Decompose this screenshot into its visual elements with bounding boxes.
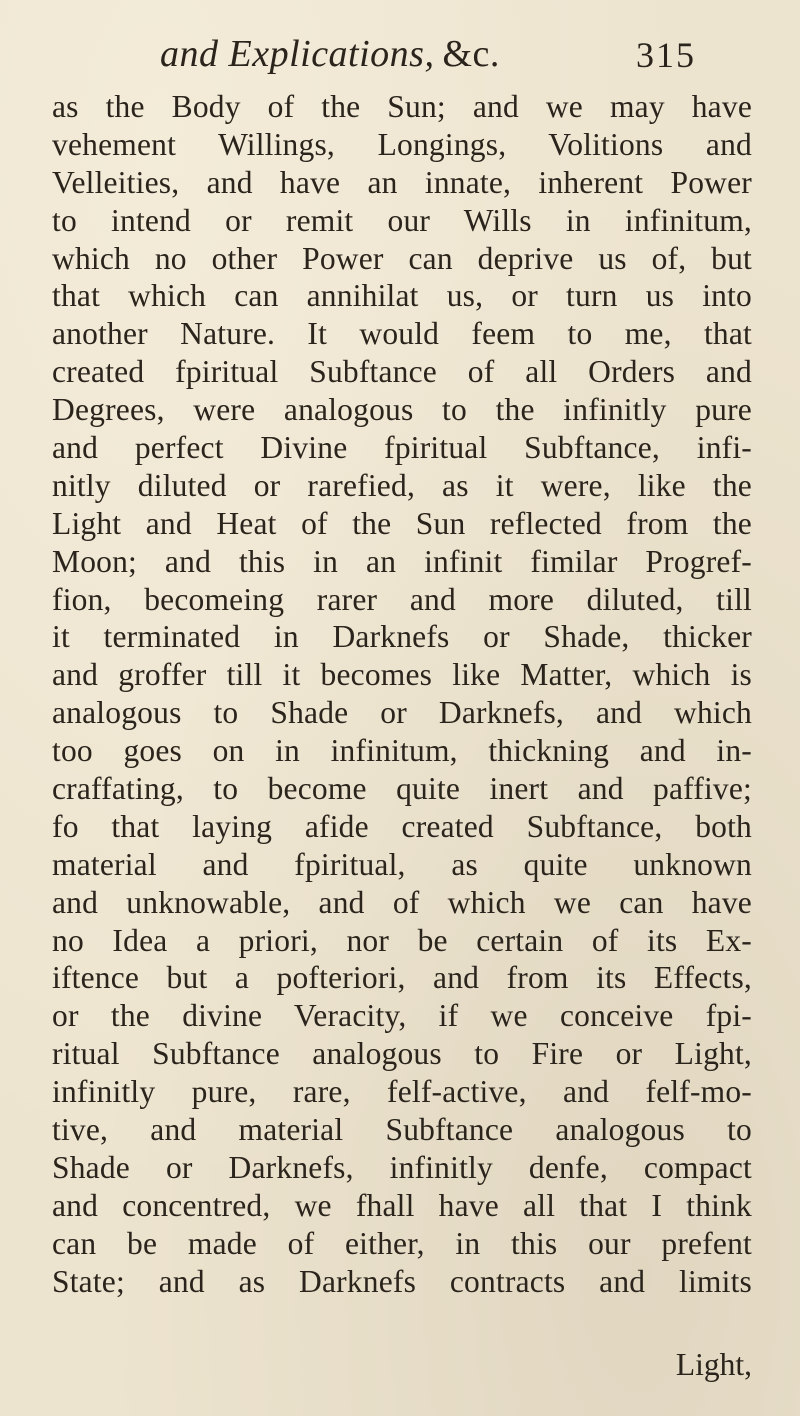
- text-line: as the Body of the Sun; and we may have: [52, 89, 752, 124]
- body-text: [52, 88, 752, 1301]
- text-line: Velleities, and have an innate, inherent Power: [52, 164, 752, 200]
- text-line: material and fpiritual, as quite unknown: [52, 846, 752, 882]
- text-line: and unknowable, and of which we can have: [52, 884, 752, 920]
- text-line: created fpiritual Subftance of all Orders and: [52, 354, 752, 390]
- text-line: craffating, to become quite inert and paffive;: [52, 771, 752, 807]
- text-line: no Idea a priori, nor be certain of its Ex-: [52, 922, 752, 958]
- text-line: can be made of either, in this our prefent: [52, 1225, 752, 1261]
- text-line: Shade or Darknefs, infinitly denfe, compact: [52, 1149, 752, 1185]
- text-line: iftence but a pofteriori, and from its Effects,: [52, 960, 752, 996]
- running-head-etc: &c.: [442, 33, 500, 75]
- text-line: vehement Willings, Longings, Volitions and: [52, 126, 752, 162]
- running-head-title-text: and Explications,: [160, 33, 435, 75]
- text-line: fo that laying afide created Subftance, both: [52, 808, 752, 844]
- text-line: infinitly pure, rare, felf-active, and felf-mo-: [52, 1074, 752, 1110]
- text-line: it terminated in Darknefs or Shade, thicker: [52, 619, 752, 655]
- text-line: Light and Heat of the Sun reflected from the: [52, 505, 752, 541]
- text-line: too goes on in infinitum, thickning and in-: [52, 733, 752, 769]
- text-line: and perfect Divine fpiritual Subftance, infi-: [52, 430, 752, 466]
- text-line: and groffer till it becomes like Matter, which is: [52, 657, 752, 693]
- text-line: State; and as Darknefs contracts and limits: [52, 1263, 752, 1299]
- text-line: to intend or remit our Wills in infinitum,: [52, 202, 752, 238]
- running-head-title: [160, 32, 500, 76]
- text-line: that which can annihilat us, or turn us into: [52, 278, 752, 314]
- text-line: or the divine Veracity, if we conceive fpi-: [52, 998, 752, 1034]
- page-number: 315: [636, 35, 696, 75]
- text-line: analogous to Shade or Darknefs, and which: [52, 695, 752, 731]
- text-line: tive, and material Subftance analogous to: [52, 1112, 752, 1148]
- text-line: Degrees, were analogous to the infinitly pure: [52, 392, 752, 428]
- catchword: Light,: [675, 1347, 752, 1382]
- text-line: nitly diluted or rarefied, as it were, like the: [52, 467, 752, 503]
- text-line: Moon; and this in an infinit fimilar Progref-: [52, 543, 752, 579]
- text-line: fion, becomeing rarer and more diluted, till: [52, 581, 752, 617]
- text-line: ritual Subftance analogous to Fire or Light,: [52, 1036, 752, 1072]
- running-head: [0, 32, 800, 84]
- text-line: and concentred, we fhall have all that I think: [52, 1187, 752, 1223]
- text-line: another Nature. It would feem to me, that: [52, 316, 752, 352]
- text-line: which no other Power can deprive us of, but: [52, 240, 752, 276]
